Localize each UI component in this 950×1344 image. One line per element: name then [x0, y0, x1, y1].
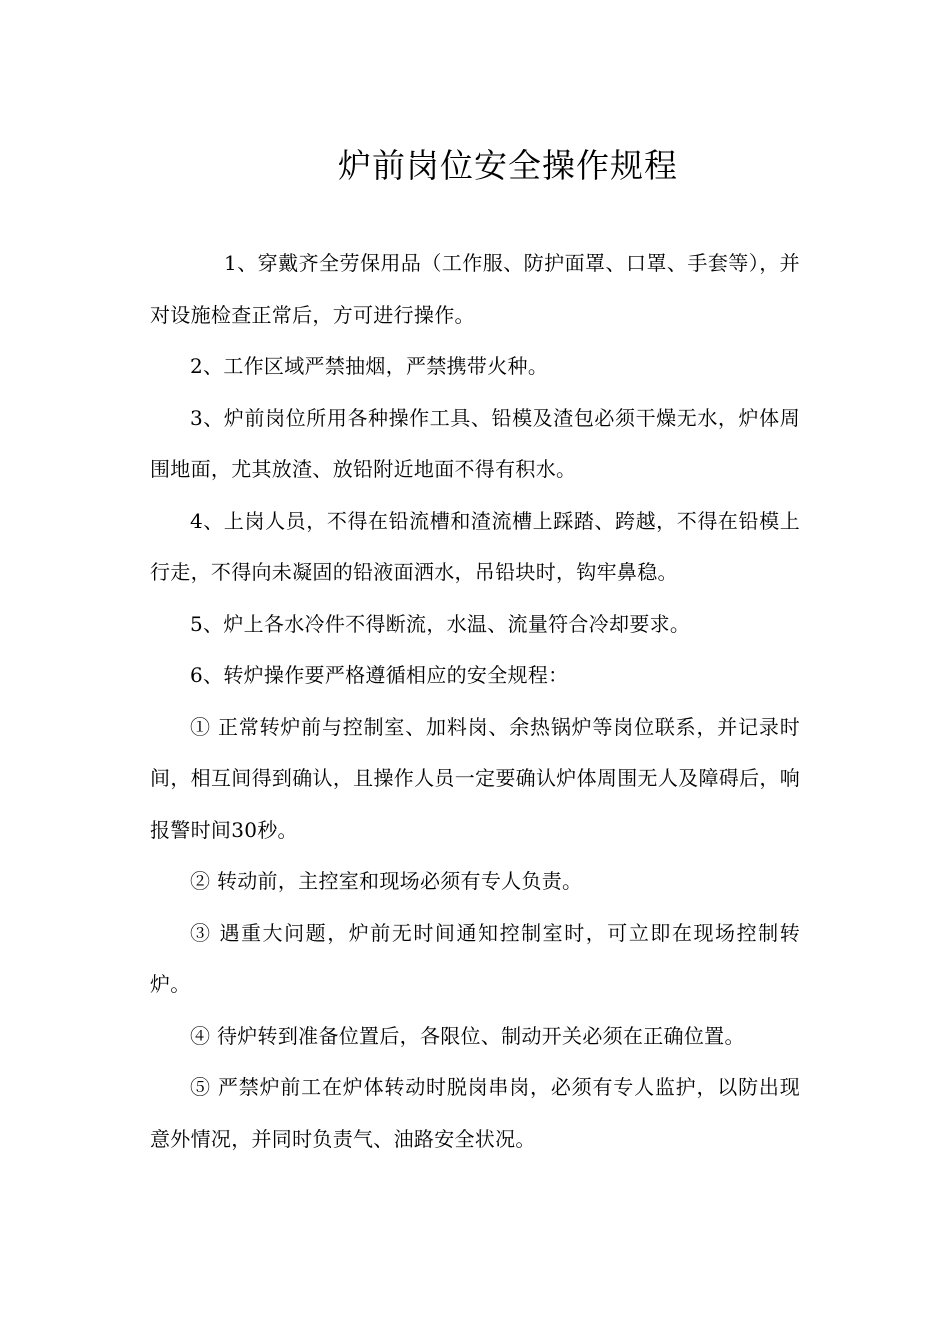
paragraph-3: 3、炉前岗位所用各种操作工具、铅模及渣包必须干燥无水，炉体周围地面，尤其放渣、放铅附近地面不得有积水。	[150, 405, 800, 481]
document-title: 炉前岗位安全操作规程	[338, 146, 678, 186]
sub-item-3: ③ 遇重大问题，炉前无时间通知控制室时，可立即在现场控制转炉。	[150, 920, 800, 996]
paragraph-1: 1、穿戴齐全劳保用品（工作服、防护面罩、口罩、手套等），并对设施检查正常后，方可进行操作。	[150, 251, 800, 327]
document-body	[150, 238, 800, 1165]
sub-item-4: ④ 待炉转到准备位置后，各限位、制动开关必须在正确位置。	[190, 1023, 745, 1048]
sub-item-1: ① 正常转炉前与控制室、加料岗、余热锅炉等岗位联系，并记录时间，相互间得到确认，且操作人员一定要确认炉体周围无人及障碍后，响报警时间30秒。	[150, 714, 800, 842]
sub-item-2: ② 转动前，主控室和现场必须有专人负责。	[190, 869, 583, 893]
sub-item-5: ⑤ 严禁炉前工在炉体转动时脱岗串岗，必须有专人监护，以防出现意外情况，并同时负责气、油路安全状况。	[150, 1075, 800, 1151]
paragraph-4: 4、上岗人员，不得在铅流槽和渣流槽上踩踏、跨越，不得在铅模上行走，不得向未凝固的铅液面洒水，吊铅块时，钩牢鼻稳。	[150, 508, 800, 584]
paragraph-6: 6、转炉操作要严格遵循相应的安全规程：	[190, 663, 569, 687]
paragraph-2: 2、工作区域严禁抽烟，严禁携带火种。	[190, 354, 549, 378]
paragraph-5: 5、炉上各水冷件不得断流，水温、流量符合冷却要求。	[190, 611, 691, 636]
